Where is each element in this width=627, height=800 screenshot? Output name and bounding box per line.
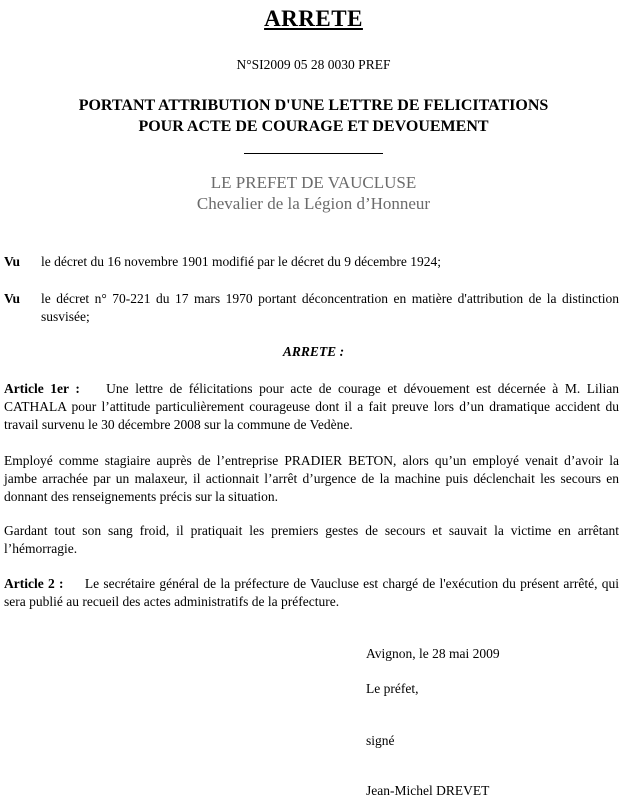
separator-rule (244, 153, 383, 154)
article-1-label: Article 1er : (4, 381, 80, 396)
visa-text: le décret n° 70-221 du 17 mars 1970 portant déconcentration en matière d'attribution de la distinction susvisée; (41, 291, 619, 324)
reference-number: N°SI2009 05 28 0030 PREF (236, 57, 391, 72)
place-date: Avignon, le 28 mai 2009 (366, 646, 500, 661)
article-2-text: Le secrétaire général de la préfecture de Vaucluse est chargé de l'exécution du présent arrêté, qui sera publié au recueil des actes administratifs de la préfecture. (4, 576, 620, 609)
visa-label: Vu (4, 291, 21, 306)
arrete-heading: ARRETE : (282, 344, 345, 359)
document-title: ARRETE (264, 6, 363, 31)
signatory-name: Jean-Michel DREVET (366, 783, 490, 798)
prefet-line-2: Chevalier de la Légion d’Honneur (196, 194, 431, 213)
signed-mention: signé (366, 733, 395, 748)
subject-heading (0, 95, 627, 137)
paragraph-2: Employé comme stagiaire auprès de l’entreprise PRADIER BETON, alors qu’un employé venait d’avoir la jambe arrachée par un malaxeur, il actionnait l’arrêt d’urgence de la machine puis déclenchait les secours en donnant des renseignements précis sur la situation. (4, 453, 619, 504)
prefet-heading (0, 172, 627, 214)
article-1-paragraph (4, 380, 619, 434)
paragraph-3: Gardant tout son sang froid, il pratiquait les premiers gestes de secours et sauvait la victime en arrêtant l’hémorragie. (4, 523, 619, 556)
article-2-paragraph (4, 575, 619, 611)
prefet-line-1: LE PREFET DE VAUCLUSE (210, 173, 417, 192)
article-2-label: Article 2 : (4, 576, 64, 591)
visa-text: le décret du 16 novembre 1901 modifié par le décret du 9 décembre 1924; (41, 254, 441, 269)
subject-line-2: POUR ACTE DE COURAGE ET DEVOUEMENT (138, 118, 489, 135)
article-1-text: Une lettre de félicitations pour acte de courage et dévouement est décernée à M. Lilian CATHALA pour l’attitude particulièrement courageuse dont il a fait preuve lors d’un dramatique accident du travail survenu le 30 décembre 2008 sur la commune de Vedène. (4, 381, 620, 432)
visa-label: Vu (4, 254, 21, 269)
subject-line-1: PORTANT ATTRIBUTION D'UNE LETTRE DE FELICITATIONS (78, 97, 549, 114)
signatory-role: Le préfet, (366, 681, 419, 696)
